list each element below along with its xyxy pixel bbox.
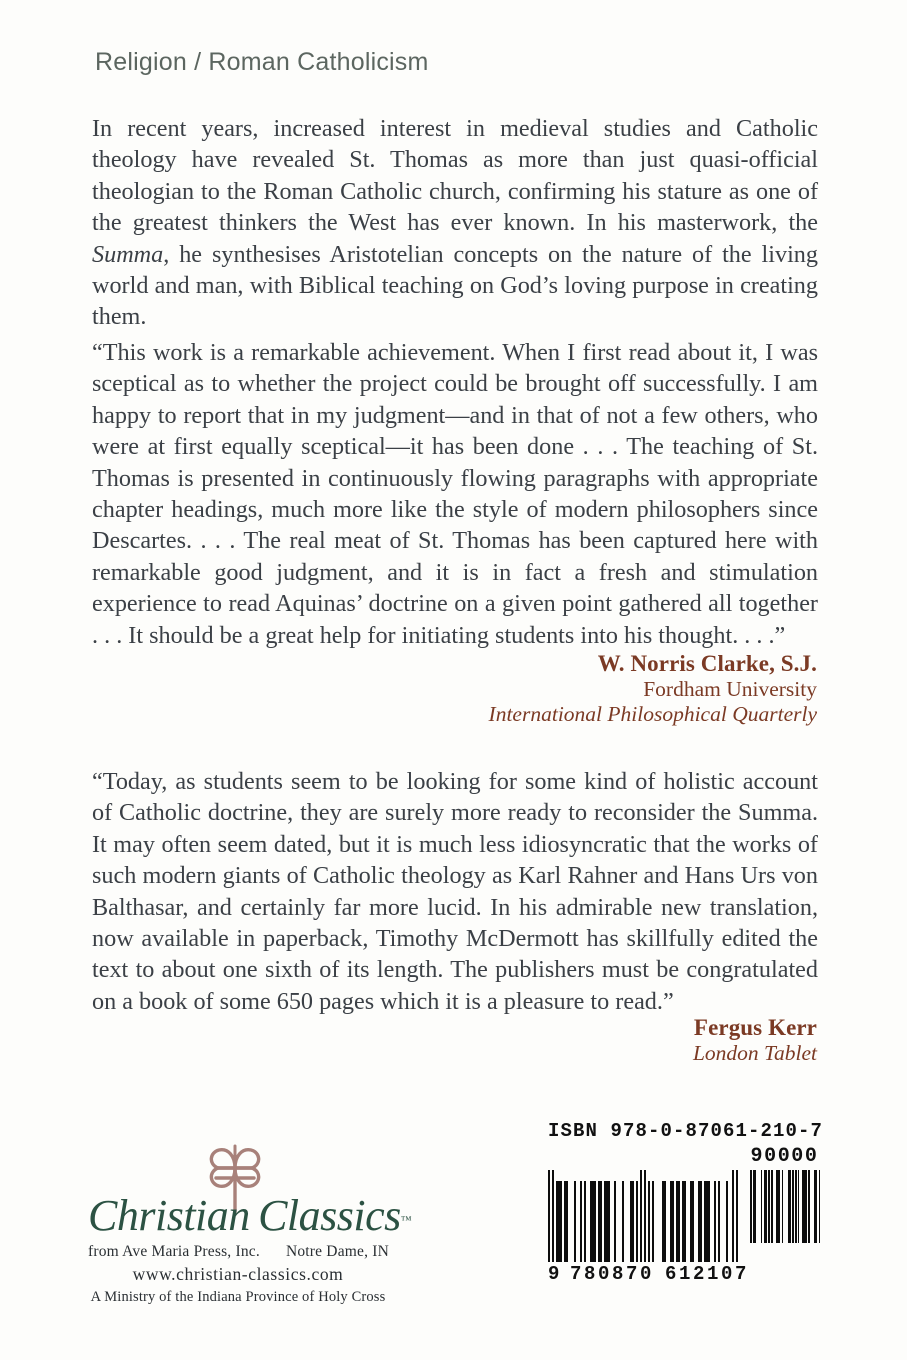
reviewer-name: W. Norris Clarke, S.J. [597,651,817,676]
addon-digits: 90000 [750,1145,819,1168]
ean-lead-digit: 9 [548,1263,561,1285]
logo-ministry-line: A Ministry of the Indiana Province of Holy Cross [90,1289,386,1305]
ean13-bars [548,1170,738,1262]
review-quote-1: “This work is a remarkable achievement. When I first read about it, I was sceptical as to whether the project could be brought off successfully. I am happy to report that in my judgment—and in that of not a few others, who were at first equally sceptical—it has been done . . . The teaching of St. Thomas is presented in continuously flowing paragraphs with appropriate chapter headings, much more like the style of modern philosophers since Descartes. . . . The real meat of St. Thomas has been captured here with remarkable good judgment, and it is in fact a fresh and stimulation experience to read Aquinas’ doctrine on a given point gathered all together . . . It should be a great help for initiating students into his thought. . . .” [92,339,818,649]
logo-imprint-right: Notre Dame, IN [285,1243,390,1260]
intro-text-part2: , he synthesises Aristotelian concepts on the nature of the living world and man, with Biblical teaching on God’s loving purpose in creating them. [92,240,818,331]
isbn-label: ISBN 978-0-87061-210-7 [548,1120,824,1142]
review-quote-2: “Today, as students seem to be looking for some kind of holistic account of Catholic doctrine, they are surely more ready to reconsider the Summa. It may often seem dated, but it is much less idiosyncratic that the works of such modern giants of Catholic theology as Karl Rahner and Hans Urs von Balthasar, and certainly far more lucid. In his admirable new translation, now available in paperback, Timothy McDermott has skillfully edited the text to about one sixth of its length. The publishers must be congratulated on a book of some 650 pages which it is a pleasure to read.” [92,768,818,1015]
ean-left-group: 780870 [570,1263,655,1285]
reviewer-publication: International Philosophical Quarterly [488,702,817,727]
intro-paragraph [92,113,818,333]
logo-imprint-line [88,1243,388,1261]
logo-wordmark-text: Christian Classics [88,1191,401,1240]
ean5-bars [749,1170,820,1243]
intro-italic-summa: Summa [92,240,164,268]
reviewer-name: Fergus Kerr [693,1015,817,1040]
logo-imprint-left: from Ave Maria Press, Inc. [88,1243,260,1260]
intro-text-part1: In recent years, increased interest in medieval studies and Catholic theology have revealed St. Thomas as more than just quasi-official theologian to the Roman Catholic church, confirming his stature as one of the greatest thinkers the West has ever known. In his masterwork, the [92,115,818,237]
logo-trademark-symbol: ™ [400,1214,412,1227]
review-attribution-2 [693,1014,817,1066]
review-attribution-1 [489,650,817,728]
category-heading: Religion / Roman Catholicism [95,48,429,76]
reviewer-publication: London Tablet [692,1041,817,1066]
logo-website[interactable]: www.christian-classics.com [132,1264,344,1284]
publisher-logo-block [88,1138,412,1306]
ean-right-group: 612107 [665,1263,750,1285]
ean5-addon-barcode [749,1145,820,1243]
reviewer-organization: Fordham University [643,677,817,702]
ean13-barcode [548,1145,750,1285]
logo-wordmark-wrap [88,1190,412,1242]
barcode-block [548,1120,824,1285]
ean13-digits [548,1263,750,1285]
barcode-row [548,1145,820,1285]
